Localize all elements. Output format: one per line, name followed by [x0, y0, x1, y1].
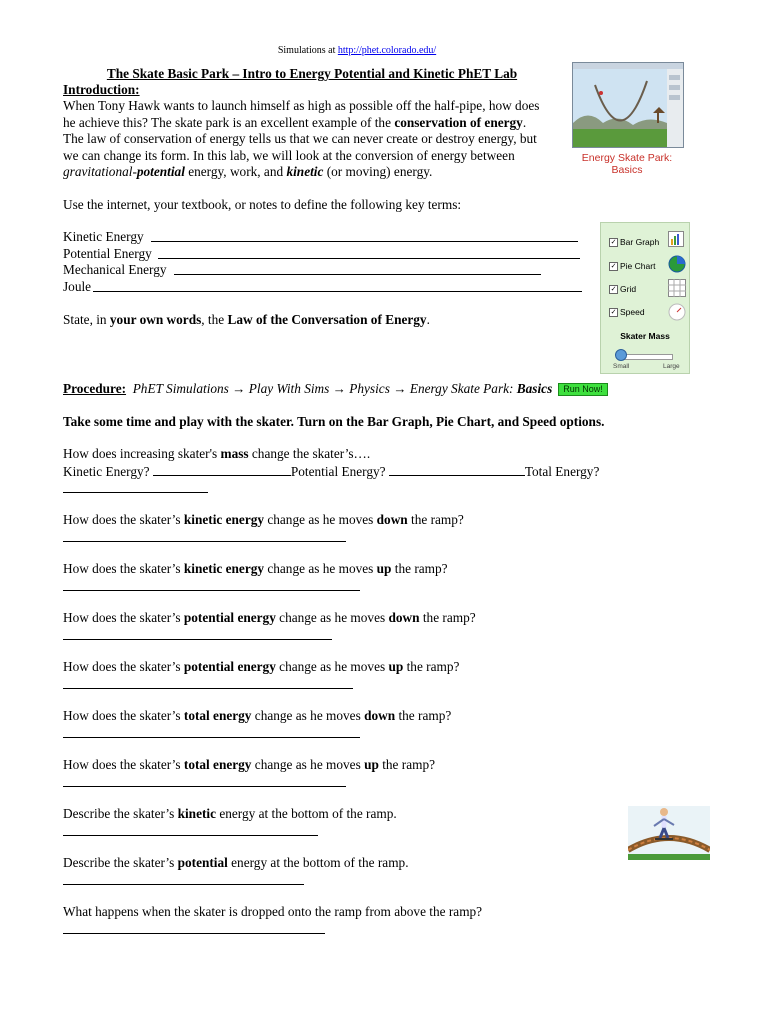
run-now-button[interactable]: Run Now!: [558, 383, 608, 396]
answer-blank-5[interactable]: [63, 737, 360, 738]
sim-control-panel: [600, 222, 690, 374]
term-potential-energy: Potential Energy: [63, 245, 152, 261]
procedure-line: Procedure: PhET Simulations → Play With Sims → Physics → Energy Skate Park: Basics Run Now!: [63, 381, 608, 398]
simulation-thumbnail[interactable]: [572, 62, 684, 148]
question-6: How does the skater’s total energy change as he moves up the ramp?: [63, 757, 436, 772]
answer-blank-7[interactable]: [63, 835, 318, 836]
term-joule: Joule: [63, 278, 92, 294]
answer-blank-8[interactable]: [63, 884, 304, 885]
ke-blank[interactable]: [153, 463, 291, 476]
answer-blank-3[interactable]: [63, 639, 332, 640]
header-source: [0, 45, 714, 56]
term-mechanical-energy: Mechanical Energy: [63, 262, 167, 277]
total-energy-blank[interactable]: [63, 492, 208, 493]
define-prompt: Use the internet, your textbook, or notes to define the following key terms:: [63, 197, 462, 212]
page-title: The Skate Basic Park – Intro to Energy Potential and Kinetic PhET Lab: [106, 66, 518, 81]
skater-mass-slider[interactable]: [619, 354, 673, 360]
half-pipe-scene-icon: [573, 63, 683, 147]
question-1: How does the skater’s kinetic energy change as he moves down the ramp?: [63, 512, 464, 527]
question-4: How does the skater’s potential energy change as he moves up the ramp?: [63, 659, 460, 674]
phet-link[interactable]: http://phet.colorado.edu/: [337, 45, 437, 56]
speed-option[interactable]: ✓ Speed: [610, 307, 645, 317]
term-mechanical-energy-blank[interactable]: [174, 274, 541, 275]
ke-label: Kinetic Energy?: [63, 463, 153, 479]
final-question: What happens when the skater is dropped onto the ramp from above the ramp?: [63, 904, 483, 919]
instruction: Take some time and play with the skater. Turn on the Bar Graph, Pie Chart, and Speed options.: [63, 414, 605, 429]
answer-blank-6[interactable]: [63, 786, 346, 787]
intro-heading: Introduction:: [63, 82, 140, 97]
describe-potential: Describe the skater’s potential energy at the bottom of the ramp.: [63, 855, 409, 870]
grid-option[interactable]: ✓ Grid: [610, 284, 637, 294]
checkbox-icon[interactable]: ✓: [610, 238, 617, 246]
state-law-prompt: State, in your own words, the Law of the Conversation of Energy.: [63, 312, 430, 327]
skater-picture: [628, 806, 710, 860]
skater-icon: [628, 806, 710, 860]
answer-blank-9[interactable]: [63, 933, 325, 934]
intro-line-1: When Tony Hawk wants to launch himself as high as possible off the half-pipe, how does: [63, 98, 540, 113]
mass-question: How does increasing skater's mass change the skater’s….: [63, 446, 371, 461]
question-2: How does the skater’s kinetic energy change as he moves up the ramp?: [63, 561, 448, 576]
intro-line-5: gravitational-potential energy, work, and kinetic (or moving) energy.: [63, 164, 433, 179]
term-kinetic-energy: Kinetic Energy: [63, 229, 144, 244]
bar-graph-icon: [668, 231, 684, 247]
simulation-caption: Energy Skate Park: Basics: [581, 152, 673, 176]
answer-blank-1[interactable]: [63, 541, 346, 542]
grid-icon: [668, 279, 686, 297]
checkbox-icon[interactable]: ✓: [610, 285, 617, 293]
skater-mass-slider-handle[interactable]: [615, 349, 627, 361]
question-3: How does the skater’s potential energy change as he moves down the ramp?: [63, 610, 476, 625]
pie-chart-option[interactable]: ✓ Pie Chart: [610, 261, 656, 271]
intro-line-2: he achieve this? The skate park is an excellent example of the conservation of energy.: [63, 114, 527, 130]
bar-graph-option[interactable]: ✓ Bar Graph: [610, 237, 660, 247]
checkbox-icon[interactable]: ✓: [610, 262, 617, 270]
answer-blank-2[interactable]: [63, 590, 360, 591]
question-5: How does the skater’s total energy change as he moves down the ramp?: [63, 708, 452, 723]
slider-small-label: Small: [613, 363, 630, 370]
describe-kinetic: Describe the skater’s kinetic energy at the bottom of the ramp.: [63, 806, 397, 821]
slider-large-label: Large: [663, 363, 680, 370]
term-potential-energy-blank[interactable]: [158, 258, 580, 259]
mass-question-energies: [63, 463, 599, 481]
intro-line-3: The law of conservation of energy tells us that we can never create or destroy energy, but: [63, 131, 537, 146]
pe-label: Potential Energy?: [290, 463, 389, 479]
header-prefix: Simulations at: [277, 45, 338, 56]
intro-line-4: we can change its form. In this lab, we will look at the conversion of energy between: [63, 147, 515, 163]
pie-chart-icon: [668, 255, 686, 273]
checkbox-icon[interactable]: ✓: [610, 308, 617, 316]
answer-blank-4[interactable]: [63, 688, 353, 689]
pe-blank[interactable]: [389, 463, 525, 476]
term-kinetic-energy-blank[interactable]: [151, 241, 578, 242]
speedometer-icon: [668, 303, 686, 321]
te-label: Total Energy?: [524, 463, 600, 479]
term-joule-blank[interactable]: [93, 291, 582, 292]
skater-mass-label: Skater Mass: [620, 331, 670, 341]
